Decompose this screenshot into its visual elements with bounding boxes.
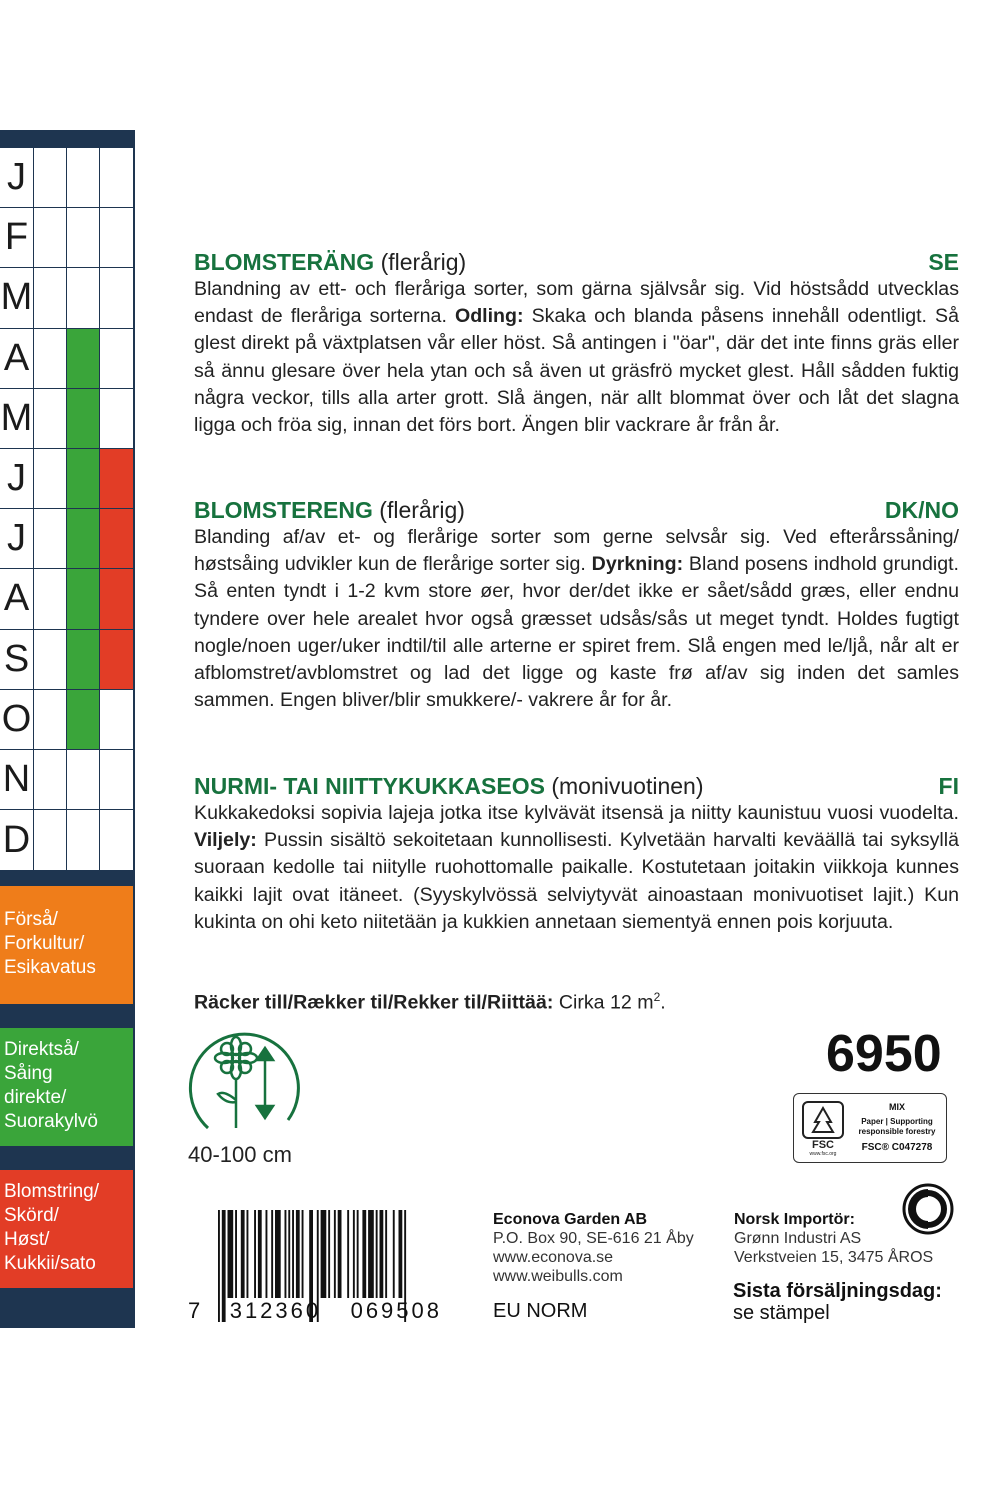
coverage-unit-sup: 2 [653,990,661,1004]
section-title: BLOMSTERÄNG [194,249,375,275]
month-letter: D [0,810,34,870]
barcode-bar [399,1210,403,1298]
direktsa-cell [67,389,100,448]
coverage-info [194,990,666,1015]
barcode-bar [266,1210,268,1298]
company-info [493,1210,694,1286]
barcode-bar [353,1210,355,1298]
language-code: DK/NO [884,497,959,523]
legend-line: Blomstring/ [4,1181,100,1202]
month-letter: J [0,449,34,508]
fsc-line1: Paper | Supporting [861,1117,933,1126]
body-text: Skaka och blanda påsens innehåll odentligt. Så glest direkt på växtplatsen vår eller höst. Så antingen i "öar", där det inte finns gräs eller så ännu glesare över hela ytan och så även ut gräsfrö mycket glest. Håll sådden fuktig några veckor, tills alla arter grott. Slå ängen, när allt blommat över och låt det slagna ligga och fröa sig, innan det förs bort. Ängen blir vackrare år från år. [194,305,959,437]
best-before-info [733,1280,942,1324]
calendar-row [0,750,133,810]
legend-line: Høst/ [4,1229,50,1250]
company-web: www.weibulls.com [493,1268,623,1285]
barcode-bar [328,1210,330,1298]
forsa-cell [34,449,67,508]
blomstring-cell [100,509,133,568]
direktsa-cell [67,810,100,870]
forsa-cell [34,268,67,327]
coverage-label: Räcker till/Rækker til/Rekker til/Riittää: [194,991,554,1014]
direktsa-cell [67,449,100,508]
legend-direktsa [0,1028,133,1146]
body-bold: Dyrkning: [591,553,684,576]
legend-line: Esikavatus [4,957,96,978]
month-letter: M [0,389,34,448]
legend-line: Forkultur/ [4,933,85,954]
barcode-digit-group: 312360 [229,1298,322,1323]
barcode-bar [254,1210,256,1298]
company-name: Econova Garden AB [493,1211,648,1228]
barcode-digit-group: 069508 [350,1298,442,1323]
blomstring-cell [100,630,133,689]
importer-title: Norsk Importör: [734,1211,855,1228]
barcode-bar [247,1210,249,1298]
barcode-bar [393,1210,395,1298]
barcode-digits [188,1298,442,1324]
legend-line: Suorakylvö [4,1111,98,1132]
legend-line: direkte/ [4,1087,67,1108]
section-body [194,800,959,936]
barcode-bar [271,1210,273,1298]
section-subtitle: (monivuotinen) [551,773,704,799]
legend-forsa [0,886,133,1004]
fsc-logo-text: FSC [812,1139,834,1151]
barcode-bar [376,1210,378,1298]
coverage-end: . [660,991,666,1014]
calendar-row [0,449,133,509]
section-dk-no [194,496,959,714]
blomstring-cell [100,690,133,749]
forsa-cell [34,389,67,448]
importer-name: Grønn Industri AS [734,1230,862,1247]
section-body [194,276,959,439]
fsc-mix: MIX [888,1102,905,1112]
section-header [194,772,959,800]
importer-address: Verkstveien 15, 3475 ÅROS [734,1249,934,1266]
barcode-bar [228,1210,234,1298]
month-letter: J [0,509,34,568]
legend-line: Skörd/ [4,1205,59,1226]
blomstring-cell [100,389,133,448]
blomstring-cell [100,569,133,628]
month-letter: A [0,329,34,388]
section-fi [194,772,959,936]
barcode-bar [338,1210,342,1298]
legend-line: Kukkii/sato [4,1253,96,1274]
company-web: www.econova.se [493,1249,614,1266]
barcode-bar [296,1210,300,1298]
forsa-cell [34,329,67,388]
forsa-cell [34,208,67,267]
plant-height-label: 40-100 cm [188,1142,292,1167]
calendar-row [0,630,133,690]
direktsa-cell [67,329,100,388]
calendar-row [0,509,133,569]
barcode-bar [347,1210,349,1298]
section-se [194,248,959,439]
barcode-bar [258,1210,262,1298]
month-letter: J [0,148,34,207]
forsa-cell [34,750,67,809]
plant-height-icon [188,1028,302,1136]
eu-norm: EU NORM [493,1300,588,1322]
section-subtitle: (flerårig) [379,497,465,523]
blomstring-cell [100,810,133,870]
barcode-digit-group: 7 [188,1298,201,1323]
barcode-bar [368,1210,374,1298]
blomstring-cell [100,148,133,207]
body-text: Pussin sisältö sekoitetaan kunnollisesti. Kylvetään harvalti keväällä tai syksyllä suoraan kedolle tai niitylle ruohottomalle paikalle. Kostutetaan joitakin viikkoja kunnes kaikki lajit ovat itäneet. (Syyskylvössä selviytyvät ainoastaan monivuotiset lajit.) Kun kukinta on ohi keto niitetään ja kukkien annetaan siementyä ennen pois korjuuta. [194,829,959,933]
body-bold: Odling: [454,305,524,328]
barcode-bar [302,1210,304,1298]
barcode-bar [285,1210,287,1298]
blomstring-cell [100,329,133,388]
product-number: 6950 [826,1025,942,1083]
section-title: BLOMSTERENG [194,497,373,523]
fsc-text [850,1102,944,1153]
fsc-label [793,1093,947,1163]
body-text: Bland posens indhold grundigt. Så enten tyndt i 1-2 kvm store øer, hvor der/det ikke er sået/sådd græs, eller endnu tyndere over hele arealet hvor også græsset udsås/sås ut meget tyndt. Holdes fugtigt nogle/noen uger/uker indtil/til alle arterne er spiret frem. Slå engen med le/ljå, når alt er afblomstret/avblomstret og lad det ligge og kaste frø af/av sig inden det samles sammen. Engen bliver/blir smukkere/- vakrere år for år. [194,553,959,712]
language-code: SE [928,249,959,275]
barcode-bar [321,1210,327,1298]
barcode-bar [362,1210,366,1298]
month-letter: S [0,630,34,689]
blomstring-cell [100,268,133,327]
month-letter: A [0,569,34,628]
section-header [194,496,959,524]
calendar-row [0,389,133,449]
direktsa-cell [67,690,100,749]
direktsa-cell [67,509,100,568]
forsa-cell [34,148,67,207]
barcode-bar [334,1210,336,1298]
barcode-bar [275,1210,281,1298]
barcode-bar [241,1210,245,1298]
calendar-row [0,208,133,268]
direktsa-cell [67,268,100,327]
direktsa-cell [67,750,100,809]
barcode-bar [292,1210,294,1298]
month-letter: O [0,690,34,749]
calendar-row [0,690,133,750]
fsc-tree-icon [800,1100,846,1156]
fsc-code: FSC® C047278 [861,1142,933,1153]
section-title: NURMI- TAI NIITTYKUKKASEOS [194,773,545,799]
best-before-value: se stämpel [733,1302,830,1324]
body-text: Blandning av ett- och fleråriga sorter, som gärna självsår sig. Vid höstsådd utvecklas endast de fleråriga sorterna. [194,278,959,328]
forsa-cell [34,630,67,689]
blomstring-cell [100,449,133,508]
forsa-cell [34,569,67,628]
barcode-bar [357,1210,359,1298]
fsc-url: www.fsc.org [809,1151,837,1156]
body-text: Blanding af/av et- og flerårige sorter som gerne selvsår sig. Ved efterårssåning/ høstsåing udvikler kun de flerårige sorter sig. [194,526,959,576]
month-letter: M [0,268,34,327]
forsa-cell [34,810,67,870]
barcode-bar [288,1210,290,1298]
calendar-row [0,329,133,389]
calendar-row [0,268,133,328]
section-body [194,524,959,714]
section-subtitle: (flerårig) [380,249,467,275]
direktsa-cell [67,569,100,628]
section-header [194,248,959,276]
calendar-row [0,569,133,629]
month-letter: N [0,750,34,809]
blomstring-cell [100,750,133,809]
legend-blomstring [0,1170,133,1288]
direktsa-cell [67,208,100,267]
body-text: Kukkakedoksi sopivia lajeja jotka itse kylvävät itsensä ja niitty kaunistuu vuosi vuodelta. [194,802,959,824]
legend-line: Förså/ [4,909,58,930]
company-address: P.O. Box 90, SE-616 21 Åby [493,1230,694,1247]
sowing-calendar-sidebar [0,130,135,1328]
forsa-cell [34,690,67,749]
green-dot-recycle-icon [902,1183,954,1235]
calendar-row [0,148,133,208]
forsa-cell [34,509,67,568]
barcode-bar [385,1210,387,1298]
barcode-bar [235,1210,237,1298]
best-before-label: Sista försäljningsdag: [733,1280,942,1302]
body-bold: Viljely: [194,829,257,852]
calendar-row [0,810,133,870]
fsc-line2: responsible forestry [858,1127,936,1136]
legend-line: Såing [4,1063,53,1084]
direktsa-cell [67,148,100,207]
language-code: FI [938,773,959,799]
blomstring-cell [100,208,133,267]
barcode-bar [380,1210,384,1298]
month-letter: F [0,208,34,267]
direktsa-cell [67,630,100,689]
month-calendar [0,148,133,870]
coverage-value: Cirka 12 m [558,991,654,1014]
legend-line: Direktså/ [4,1039,79,1060]
